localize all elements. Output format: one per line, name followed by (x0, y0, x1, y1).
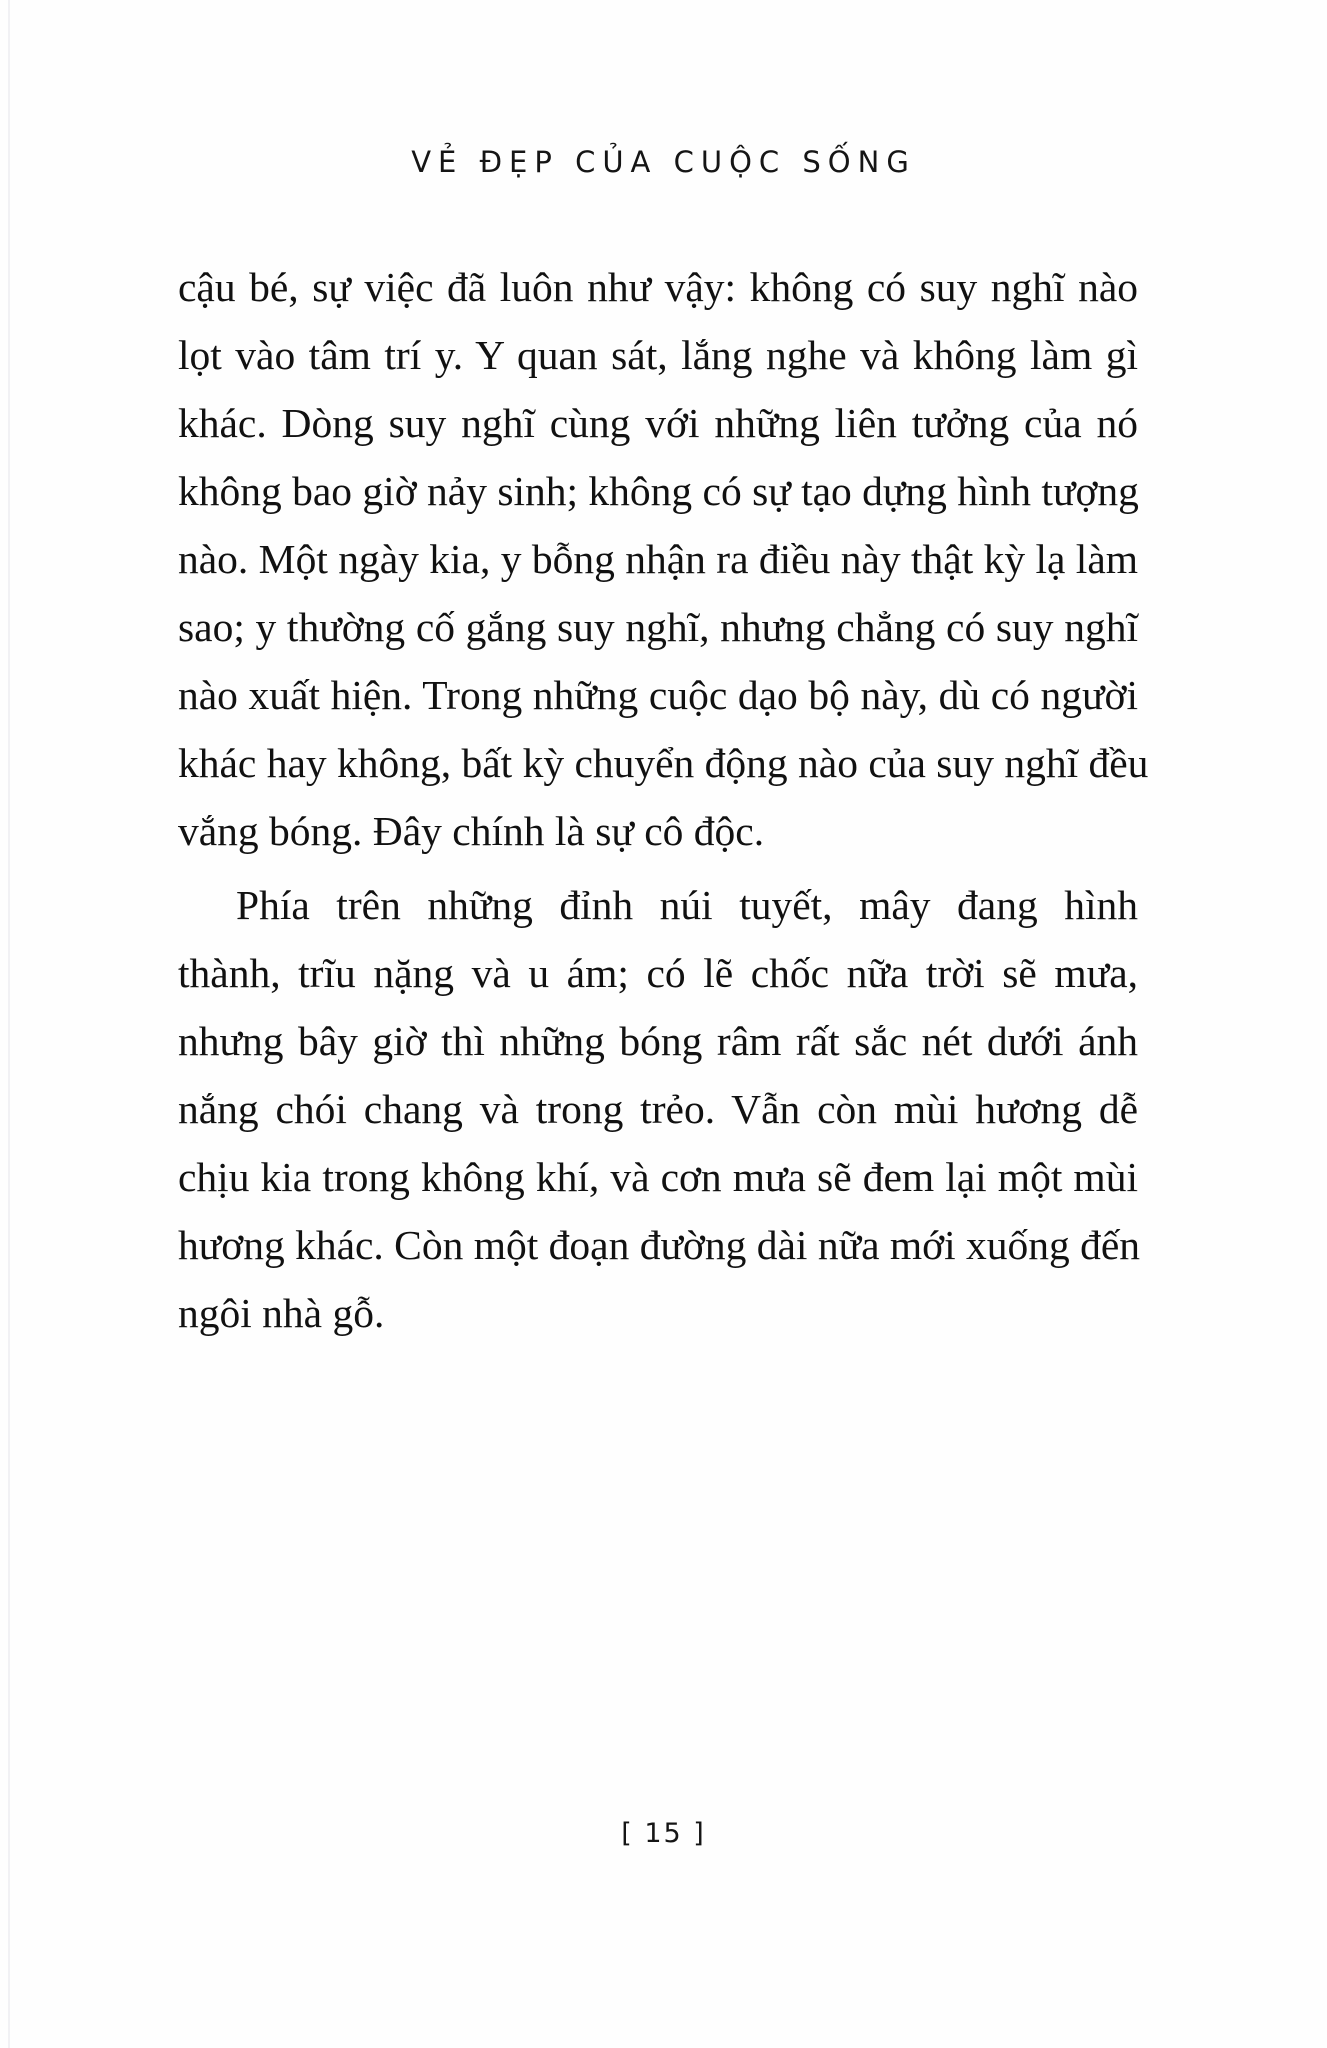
running-header-title: VẺ ĐẸP CỦA CUỘC SỐNG (411, 145, 916, 179)
text-line: sao; y thường cố gắng suy nghĩ, nhưng chẳng có suy nghĩ (178, 604, 1138, 650)
text-line: lọt vào tâm trí y. Y quan sát, lắng nghe và không làm gì (178, 332, 1138, 378)
text-line: nào. Một ngày kia, y bỗng nhận ra điều này thật kỳ lạ làm (178, 536, 1139, 582)
text-line: hương khác. Còn một đoạn đường dài nữa mới xuống đến (178, 1222, 1141, 1268)
text-line: chịu kia trong không khí, và cơn mưa sẽ đem lại một mùi (178, 1154, 1138, 1200)
text-line: thành, trĩu nặng và u ám; có lẽ chốc nữa trời sẽ mưa, (178, 950, 1138, 996)
text-line: nhưng bây giờ thì những bóng râm rất sắc nét dưới ánh (178, 1018, 1138, 1064)
page-edge-shadow (8, 0, 10, 2048)
text-line: nào xuất hiện. Trong những cuộc dạo bộ này, dù có người (178, 672, 1138, 718)
text-line: không bao giờ nảy sinh; không có sự tạo dựng hình tượng (178, 468, 1139, 514)
body-text (178, 253, 1149, 1347)
text-line-paragraph-end: ngôi nhà gỗ. (178, 1290, 385, 1336)
text-line: khác. Dòng suy nghĩ cùng với những liên tưởng của nó (178, 400, 1138, 446)
text-line: cậu bé, sự việc đã luôn như vậy: không có suy nghĩ nào (178, 264, 1138, 310)
text-line: khác hay không, bất kỳ chuyển động nào của suy nghĩ đều (178, 740, 1149, 786)
page-number: [ 15 ] (621, 1818, 706, 1849)
text-line-paragraph-start: Phía trên những đỉnh núi tuyết, mây đang hình (236, 882, 1138, 928)
text-line-paragraph-end: vắng bóng. Đây chính là sự cô độc. (178, 808, 765, 854)
text-line: nắng chói chang và trong trẻo. Vẫn còn mùi hương dễ (178, 1086, 1138, 1132)
